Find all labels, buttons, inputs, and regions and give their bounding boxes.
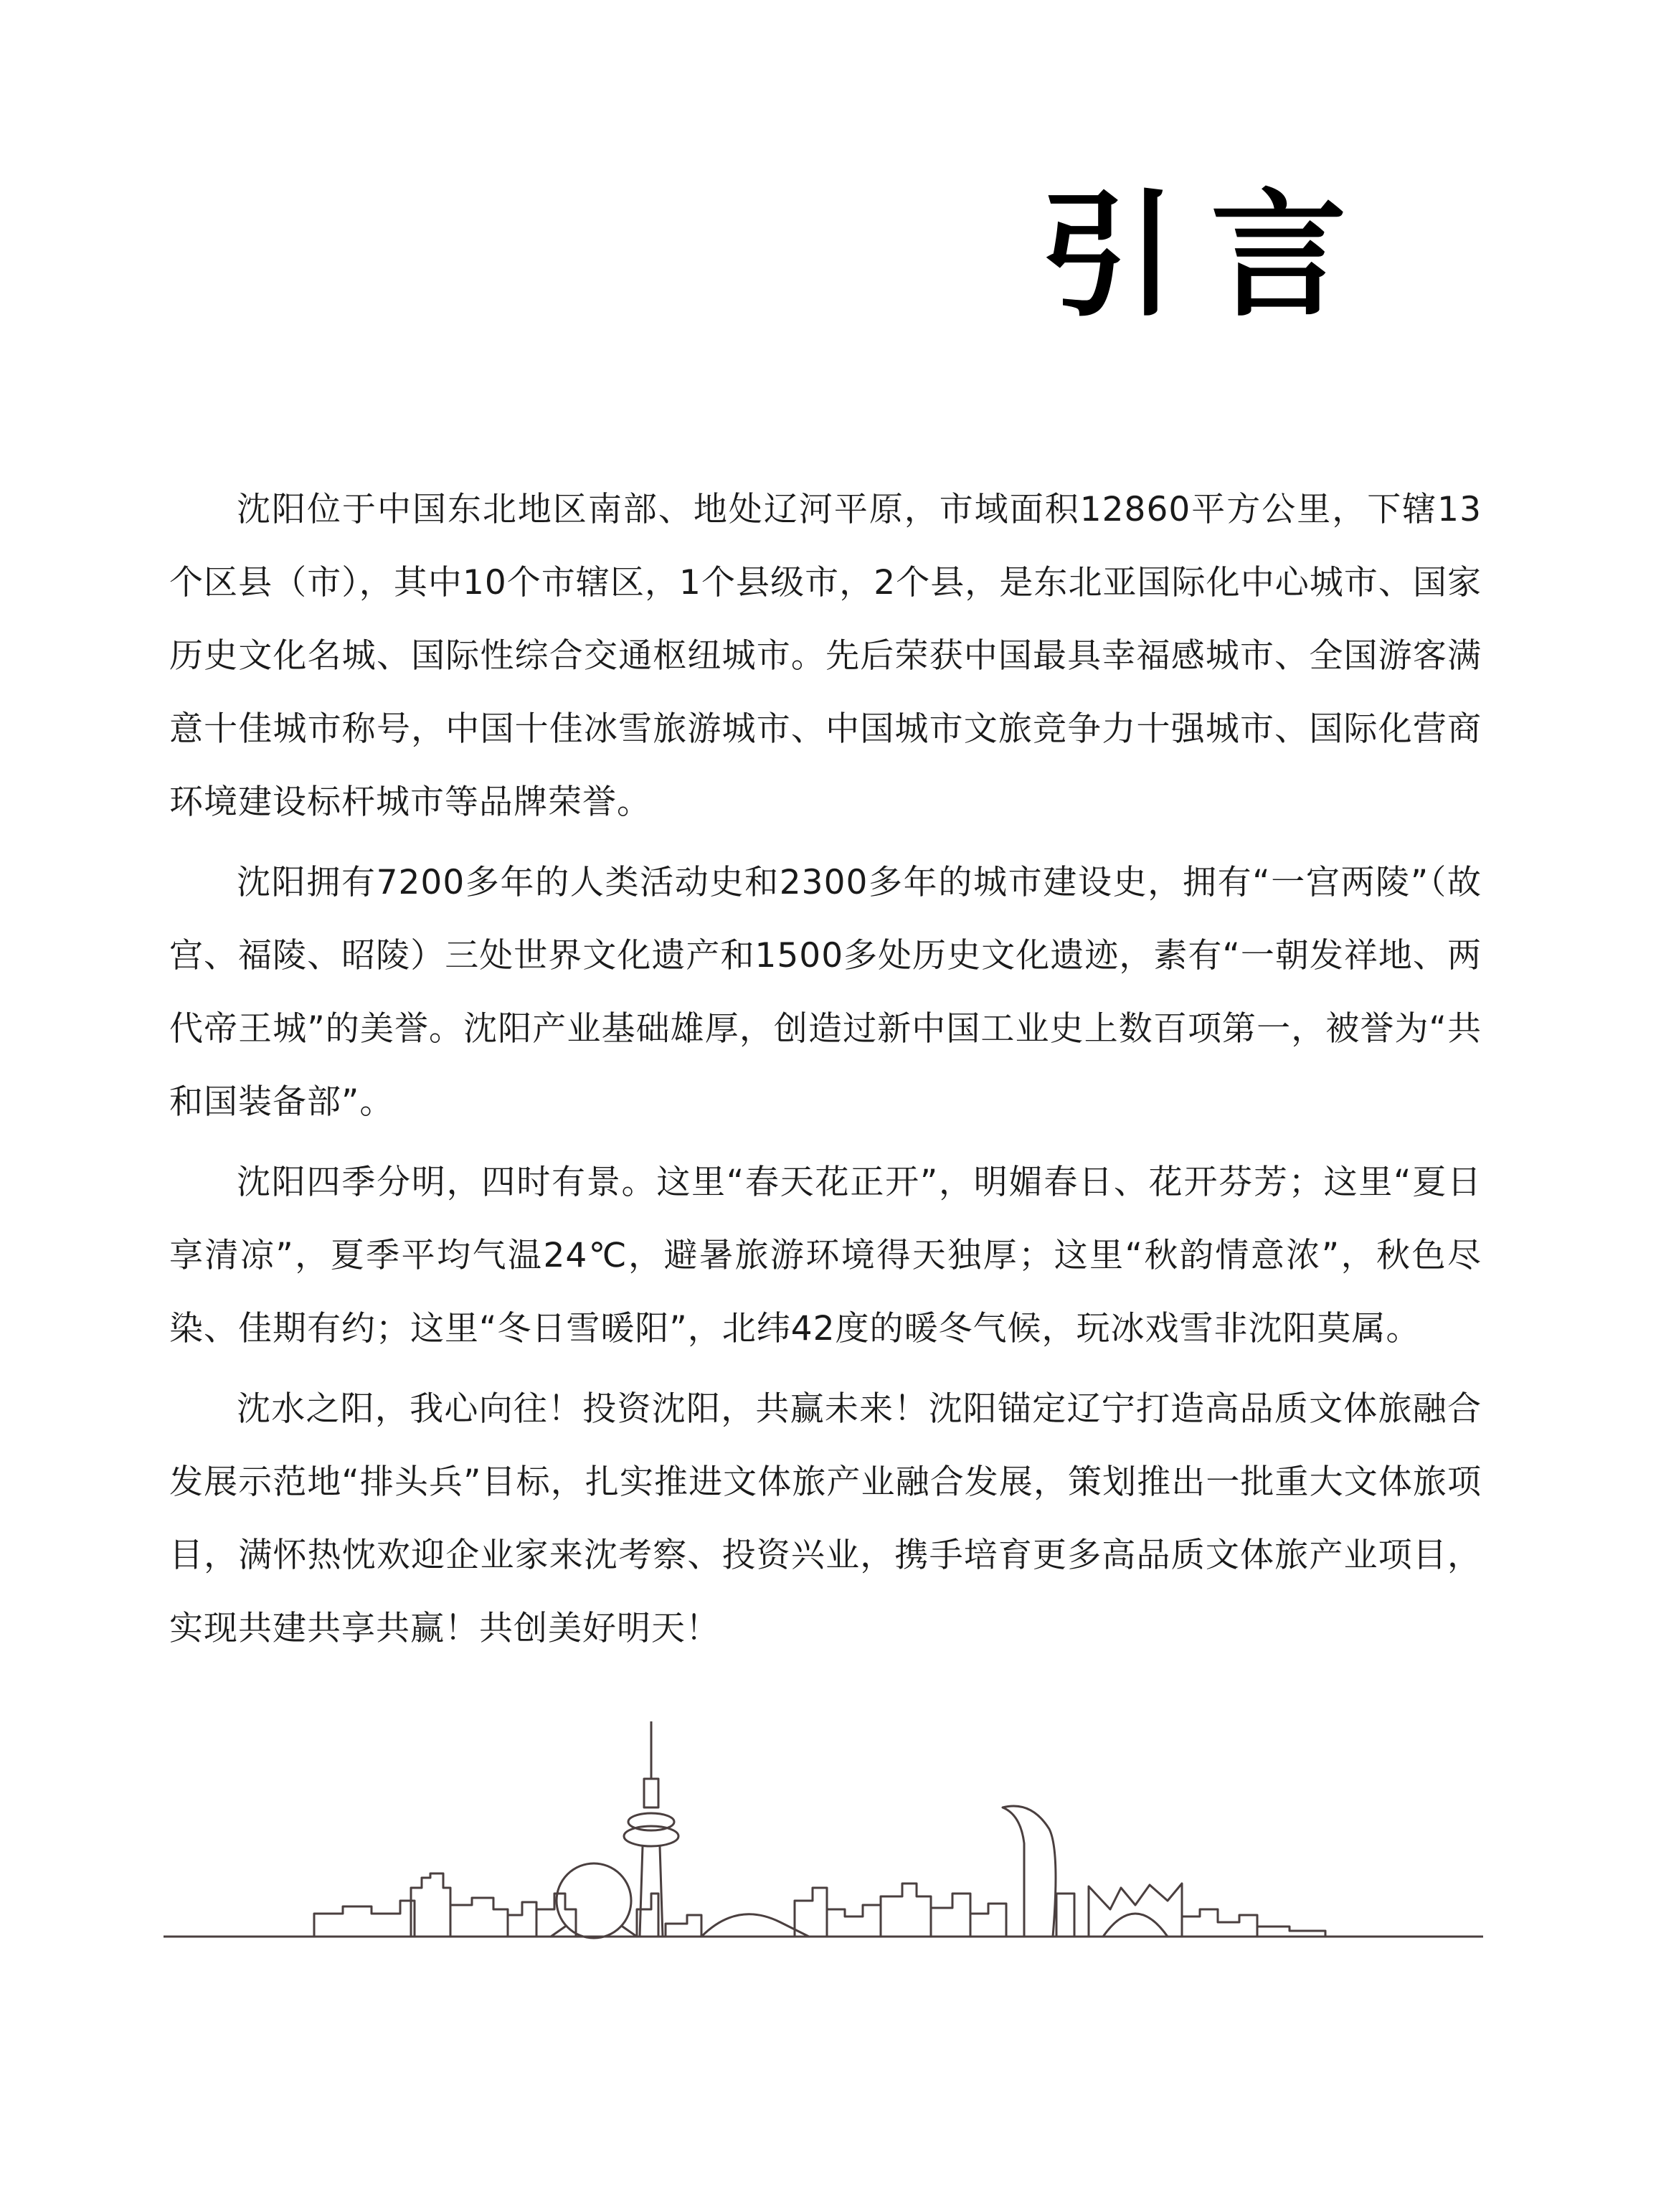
paragraph-investment: 沈水之阳，我心向往！投资沈阳，共赢未来！沈阳锚定辽宁打造高品质文体旅融合发展示范地“排头兵”目标，扎实推进文体旅产业融合发展，策划推出一批重大文体旅项目，满怀热忱欢迎企业家来沈考察、投资兴业，携手培育更多高品质文体旅产业项目，实现共建共享共赢！共创美好明天！ (169, 1389, 1482, 1648)
dome-leg-right (623, 1927, 637, 1937)
building-mid-2 (795, 1888, 827, 1937)
city-skyline-illustration (164, 1721, 1483, 1951)
building-mid-6 (970, 1904, 1006, 1937)
building-right-cluster (1182, 1909, 1257, 1937)
paragraph-history: 沈阳拥有7200多年的人类活动史和2300多年的城市建设史，拥有“一宫两陵”（故宫、福陵、昭陵）三处世界文化遗产和1500多处历史文化遗迹，素有“一朝发祥地、两代帝王城”的美誉。沈阳产业基础雄厚，创造过新中国工业史上数百项第一，被誉为“共和国装备部”。 (169, 863, 1482, 1122)
building-mid-3 (827, 1905, 881, 1937)
paragraph-seasons: 沈阳四季分明，四时有景。这里“春天花正开”，明媚春日、花开芬芳；这里“夏日享清凉”，夏季平均气温24℃，避暑旅游环境得天独厚；这里“秋韵情意浓”，秋色尽染、佳期有约；这里“冬日雪暖阳”，北纬42度的暖冬气候，玩冰戏雪非沈阳莫属。 (169, 1163, 1482, 1348)
crown-stadium (1089, 1883, 1182, 1937)
building-mid-4 (881, 1883, 931, 1937)
building-right-1 (1056, 1894, 1074, 1937)
tower-upper (644, 1779, 658, 1807)
building-mid-5 (931, 1894, 970, 1937)
building-tall-left (411, 1873, 450, 1937)
introduction-body (169, 473, 1482, 1673)
dome-leg-left (551, 1927, 565, 1937)
dome-sphere (557, 1863, 631, 1938)
building-left-mid (450, 1898, 508, 1937)
building-right-tail (1257, 1927, 1325, 1937)
curved-sculpture (1003, 1806, 1056, 1937)
paragraph-overview: 沈阳位于中国东北地区南部、地处辽河平原，市域面积12860平方公里，下辖13个区县（市），其中10个市辖区，1个县级市，2个县，是东北亚国际化中心城市、国家历史文化名城、国际性综合交通枢纽城市。先后荣获中国最具幸福感城市、全国游客满意十佳城市称号，中国十佳冰雪旅游城市、中国城市文旅竞争力十强城市、国际化营商环境建设标杆城市等品牌荣誉。 (169, 490, 1482, 822)
tower-lower-deck (624, 1826, 678, 1846)
building-left-cluster (314, 1901, 415, 1937)
page-title: 引言 (1039, 176, 1381, 335)
building-left-small (508, 1902, 536, 1937)
crown-arch (1103, 1914, 1168, 1937)
building-mid-arc (701, 1914, 809, 1937)
building-mid-1 (666, 1915, 701, 1937)
